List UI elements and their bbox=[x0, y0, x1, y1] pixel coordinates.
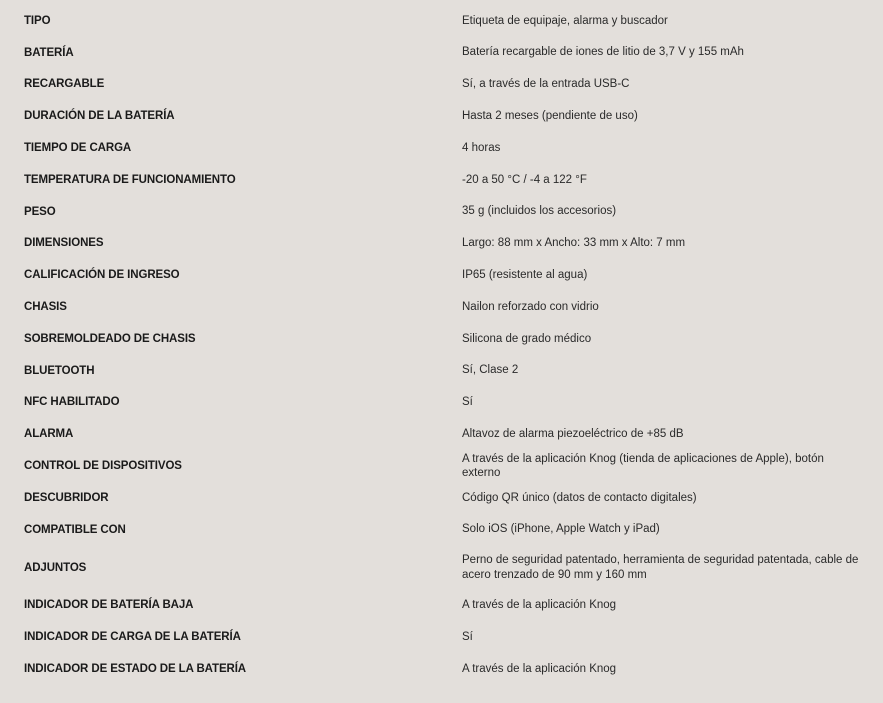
spec-row-bateria bbox=[0, 37, 883, 69]
spec-label: NFC HABILITADO bbox=[24, 396, 120, 409]
spec-row-indicador-bateria-baja bbox=[0, 590, 883, 622]
spec-value: Nailon reforzado con vidrio bbox=[462, 300, 599, 313]
spec-row-compatible bbox=[0, 514, 883, 546]
spec-value: Perno de seguridad patentado, herramienta de seguridad patentada, cable de acero trenzado de 90 mm y 160 mm bbox=[462, 554, 859, 581]
spec-label: INDICADOR DE CARGA DE LA BATERÍA bbox=[24, 631, 241, 644]
spec-row-temperatura bbox=[0, 164, 883, 196]
spec-row-nfc bbox=[0, 387, 883, 419]
spec-value: A través de la aplicación Knog (tienda de aplicaciones de Apple), botón externo bbox=[462, 452, 824, 480]
spec-row-calificacion-ingreso bbox=[0, 259, 883, 291]
spec-label: CALIFICACIÓN DE INGRESO bbox=[24, 269, 180, 282]
spec-value: Hasta 2 meses (pendiente de uso) bbox=[462, 110, 638, 123]
spec-value: A través de la aplicación Knog bbox=[462, 662, 617, 675]
spec-label: BATERÍA bbox=[24, 46, 74, 59]
spec-label: RECARGABLE bbox=[24, 78, 105, 91]
spec-row-control-dispositivos bbox=[0, 450, 883, 482]
spec-label: DURACIÓN DE LA BATERÍA bbox=[24, 110, 175, 123]
spec-value: Batería recargable de iones de litio de 3,7 V y 155 mAh bbox=[462, 46, 744, 59]
spec-label: PESO bbox=[24, 205, 56, 218]
spec-label: CONTROL DE DISPOSITIVOS bbox=[24, 460, 182, 473]
spec-value: Largo: 88 mm x Ancho: 33 mm x Alto: 7 mm bbox=[462, 237, 686, 250]
spec-label: TIEMPO DE CARGA bbox=[24, 142, 132, 155]
spec-label: DESCUBRIDOR bbox=[24, 491, 109, 504]
spec-label: ADJUNTOS bbox=[24, 561, 87, 574]
spec-label: INDICADOR DE BATERÍA BAJA bbox=[24, 599, 194, 612]
spec-value: Sí, Clase 2 bbox=[462, 364, 519, 377]
spec-label: TEMPERATURA DE FUNCIONAMIENTO bbox=[24, 173, 236, 186]
spec-row-peso bbox=[0, 196, 883, 228]
spec-value: -20 a 50 °C / -4 a 122 °F bbox=[462, 173, 587, 186]
spec-row-duracion-bateria bbox=[0, 100, 883, 132]
spec-value: Etiqueta de equipaje, alarma y buscador bbox=[462, 14, 668, 27]
spec-value: A través de la aplicación Knog bbox=[462, 599, 617, 612]
spec-label: ALARMA bbox=[24, 428, 74, 441]
spec-value: Sí, a través de la entrada USB-C bbox=[462, 78, 630, 91]
spec-value: 4 horas bbox=[462, 141, 501, 154]
spec-label: COMPATIBLE CON bbox=[24, 523, 126, 536]
spec-row-tipo bbox=[0, 5, 883, 37]
spec-label: SOBREMOLDEADO DE CHASIS bbox=[24, 332, 196, 345]
spec-row-dimensiones bbox=[0, 228, 883, 260]
spec-row-indicador-estado bbox=[0, 653, 883, 685]
spec-row-bluetooth bbox=[0, 355, 883, 387]
spec-row-descubridor bbox=[0, 482, 883, 514]
spec-row-sobremoldeado bbox=[0, 323, 883, 355]
spec-value: Sí bbox=[462, 630, 473, 643]
spec-value: 35 g (incluidos los accesorios) bbox=[462, 205, 617, 218]
spec-value: Silicona de grado médico bbox=[462, 332, 592, 345]
spec-label: BLUETOOTH bbox=[24, 364, 95, 377]
spec-label: DIMENSIONES bbox=[24, 237, 104, 250]
spec-row-adjuntos bbox=[0, 546, 883, 590]
spec-value: Altavoz de alarma piezoeléctrico de +85 dB bbox=[462, 428, 684, 440]
spec-row-tiempo-carga bbox=[0, 132, 883, 164]
spec-value: Sí bbox=[462, 396, 473, 409]
spec-value: Código QR único (datos de contacto digitales) bbox=[462, 491, 697, 504]
spec-label: CHASIS bbox=[24, 301, 67, 314]
spec-row-recargable bbox=[0, 69, 883, 101]
spec-row-alarma bbox=[0, 418, 883, 450]
spec-value: Solo iOS (iPhone, Apple Watch y iPad) bbox=[462, 523, 660, 536]
specs-table bbox=[0, 5, 883, 685]
spec-value: IP65 (resistente al agua) bbox=[462, 269, 588, 282]
spec-row-chasis bbox=[0, 291, 883, 323]
spec-label: TIPO bbox=[24, 14, 51, 27]
spec-row-indicador-carga bbox=[0, 621, 883, 653]
spec-label: INDICADOR DE ESTADO DE LA BATERÍA bbox=[24, 663, 247, 676]
